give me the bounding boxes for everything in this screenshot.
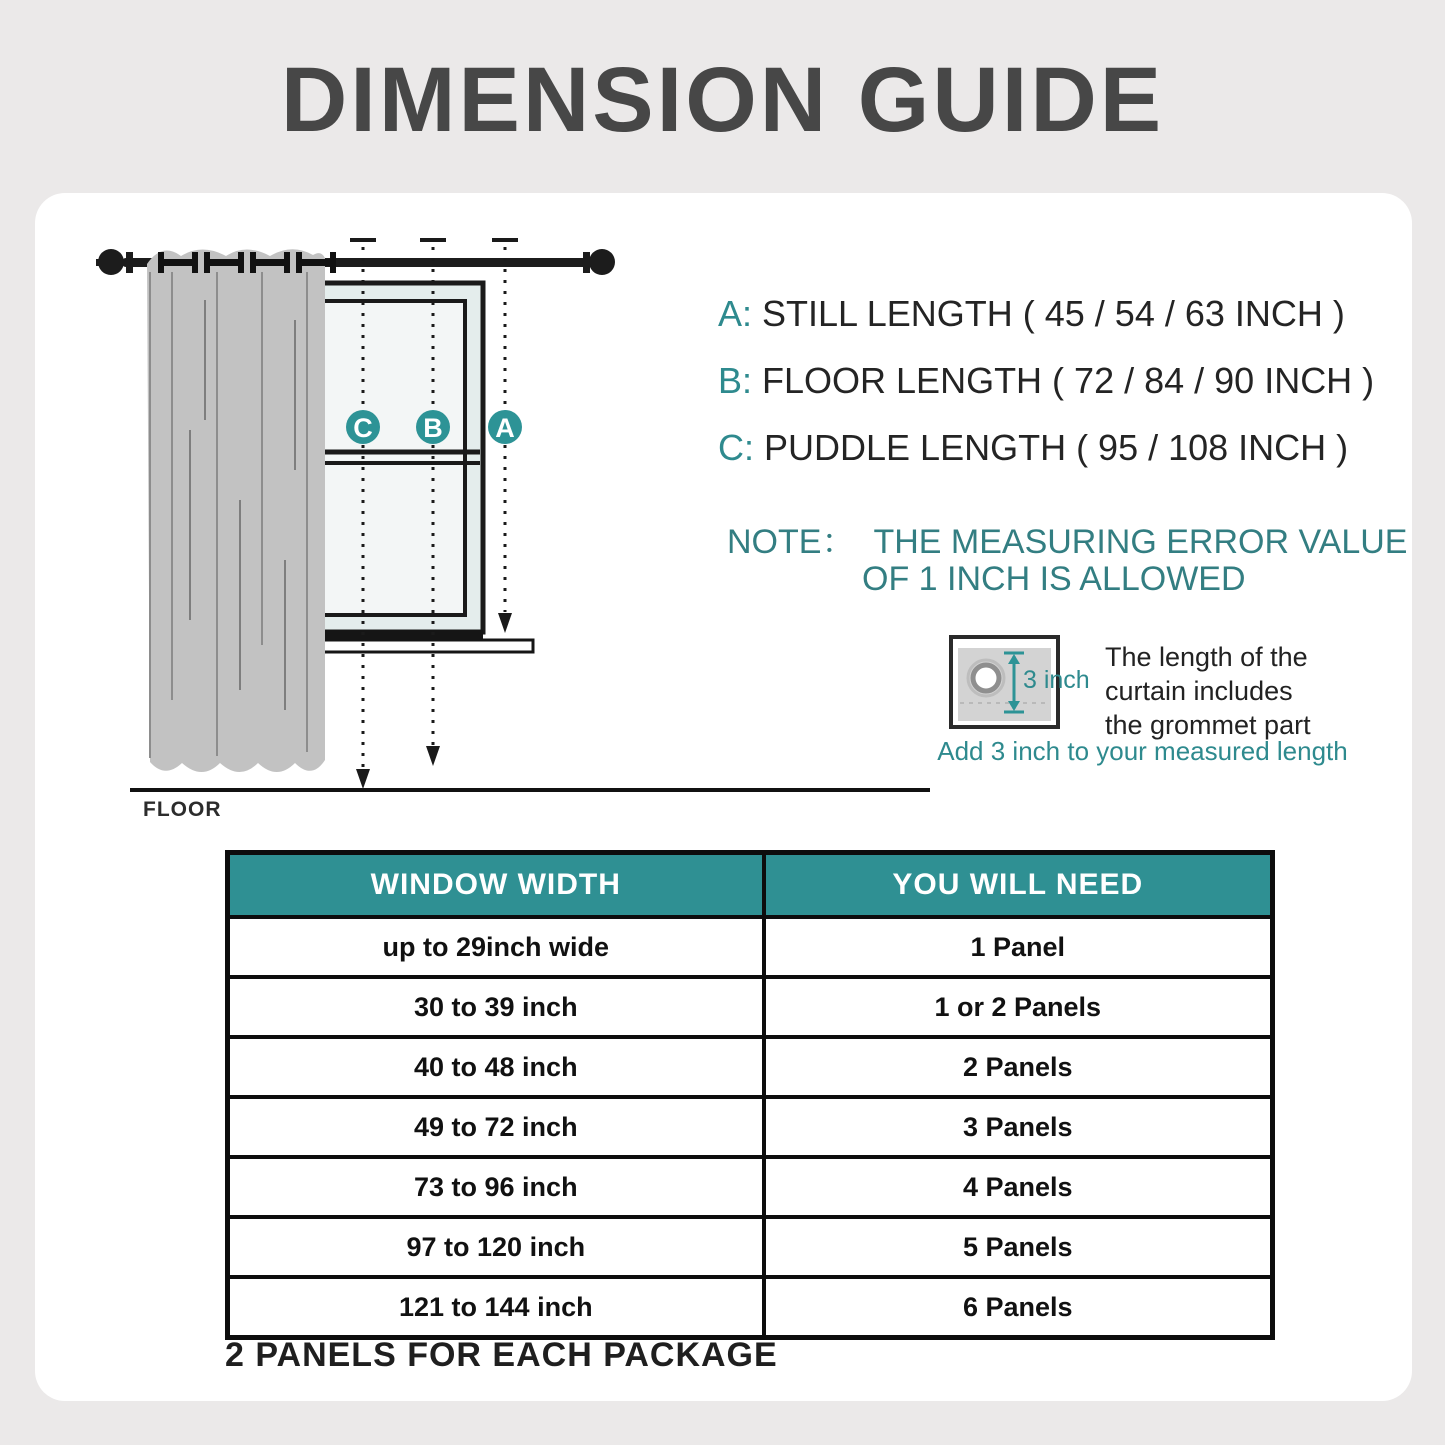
window (305, 283, 533, 652)
length-b-letter: B: (718, 360, 753, 401)
cell-window-width: 121 to 144 inch (228, 1277, 764, 1338)
marker-a (488, 410, 522, 444)
cell-panels-needed: 6 Panels (764, 1277, 1273, 1338)
measure-markers (346, 410, 522, 444)
cell-panels-needed: 4 Panels (764, 1157, 1273, 1217)
cell-window-width: 97 to 120 inch (228, 1217, 764, 1277)
note-line-1 (727, 514, 1407, 563)
rod-finial-right (589, 249, 615, 275)
note-text-1: THE MEASURING ERROR VALUE (873, 523, 1408, 561)
table-row (228, 1157, 1273, 1217)
cell-window-width: 40 to 48 inch (228, 1037, 764, 1097)
page-title: DIMENSION GUIDE (280, 49, 1165, 151)
cell-window-width: up to 29inch wide (228, 917, 764, 977)
grommet-description: The length of the curtain includes the grommet part (1105, 642, 1311, 740)
length-definition-b (718, 360, 1374, 402)
marker-b (416, 410, 450, 444)
length-definition-a (718, 293, 1345, 335)
marker-c (346, 410, 380, 444)
curtain-panel (147, 249, 336, 772)
svg-text:B: B (423, 413, 443, 443)
table-row (228, 1217, 1273, 1277)
table-row (228, 1097, 1273, 1157)
header-you-will-need: YOU WILL NEED (764, 853, 1273, 918)
note-line-2: OF 1 INCH IS ALLOWED (862, 560, 1246, 598)
cell-window-width: 30 to 39 inch (228, 977, 764, 1037)
length-b-text: FLOOR LENGTH ( 72 / 84 / 90 INCH ) (762, 360, 1375, 401)
cell-panels-needed: 1 Panel (764, 917, 1273, 977)
grommet-caption: Add 3 inch to your measured length (937, 736, 1348, 766)
svg-text:C: C (353, 413, 373, 443)
cell-panels-needed: 1 or 2 Panels (764, 977, 1273, 1037)
package-note: 2 PANELS FOR EACH PACKAGE (225, 1336, 778, 1374)
cell-panels-needed: 5 Panels (764, 1217, 1273, 1277)
panel-count-table (225, 850, 1275, 1340)
grommet-detail (951, 637, 1090, 727)
svg-text:A: A (495, 413, 515, 443)
table-header-row (228, 853, 1273, 918)
floor-label: FLOOR (143, 798, 222, 821)
cell-panels-needed: 2 Panels (764, 1037, 1273, 1097)
table-row (228, 917, 1273, 977)
length-c-text: PUDDLE LENGTH ( 95 / 108 INCH ) (764, 427, 1349, 468)
length-c-letter: C: (718, 427, 754, 468)
cell-window-width: 73 to 96 inch (228, 1157, 764, 1217)
header-window-width: WINDOW WIDTH (228, 853, 764, 918)
window-sill-ledge (306, 640, 533, 652)
table-row (228, 1277, 1273, 1338)
floor (130, 790, 930, 821)
length-definition-c (718, 427, 1348, 469)
table-row (228, 1037, 1273, 1097)
note-prefix: NOTE： (727, 523, 856, 561)
length-a-letter: A: (718, 293, 753, 334)
table-row (228, 977, 1273, 1037)
grommet-ring-inner (973, 665, 999, 691)
grommet-measure-label: 3 inch (1023, 666, 1090, 694)
length-a-text: STILL LENGTH ( 45 / 54 / 63 INCH ) (762, 293, 1345, 334)
cell-window-width: 49 to 72 inch (228, 1097, 764, 1157)
cell-panels-needed: 3 Panels (764, 1097, 1273, 1157)
